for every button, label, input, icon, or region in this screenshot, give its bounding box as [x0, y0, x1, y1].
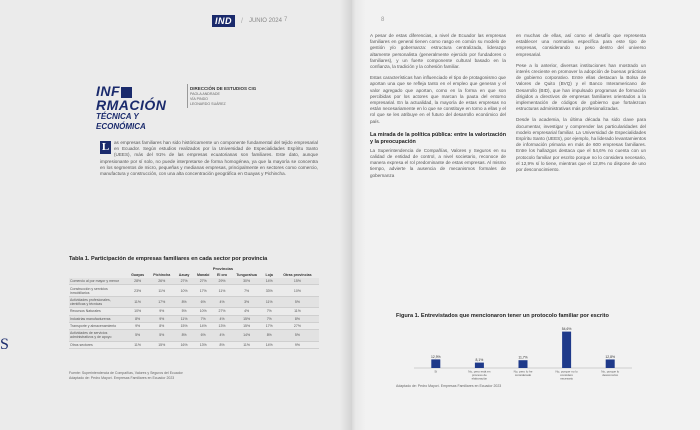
byline-divider — [187, 84, 188, 108]
table-cell: 7% — [193, 315, 213, 322]
table-cell: 29% — [213, 278, 230, 285]
table-source: Fuente: Superintendencia de Compañías, Valores y Seguros del Ecuador — [69, 371, 183, 375]
figure-source: Adaptado de: Pedro Mayorí. Empresas Familiares en Ecuador 2023 — [396, 384, 502, 388]
byline — [190, 86, 256, 107]
page-gutter — [340, 0, 366, 430]
table-cell: 11% — [175, 315, 193, 322]
intro-paragraph: L as empresas familiares han sido históricamente un componente fundamental del tejido empresarial en Ecuador. Según estudios realizados por la Universidad de Especialidades Espíritu Santo (UEES), más del 91% de las empresas ecuatorianas son familiares. Este dato, aunque impresionante por sí solo, no puede interpretarse de forma homogénea, ya que la mayoría se concentra en los segmentos de micro, pequeñas y medianas empresas, principalmente en sectores como comercio, manufactura y construcción, con una alta concentración geográfica en Guayas y Pichincha. — [100, 140, 318, 177]
table-cell: 8% — [148, 322, 175, 329]
table-row — [69, 308, 319, 315]
data-label: 12,8% — [605, 354, 616, 359]
table-cell: 27% — [213, 308, 230, 315]
page-header: IND / JUNIO 2024 — [212, 15, 282, 27]
section-heading: La mirada de la política pública: entre la valorización y la preocupación — [370, 131, 506, 145]
sector-table — [69, 265, 319, 349]
table-cell: 13% — [193, 341, 213, 348]
table-cell: 14% — [231, 330, 263, 341]
table-cell: 3% — [231, 296, 263, 307]
row-label: Comercio al por mayor y menor — [69, 278, 127, 285]
table-group-header: Provincias — [212, 266, 234, 271]
section-logo: INFRMACIÓN TÉCNICA Y ECONÓMICA — [96, 84, 184, 132]
table-title: Tabla 1. Participación de empresas familiares en cada sector por provincia — [69, 256, 268, 262]
table-column-header: Pichincha — [153, 273, 171, 277]
table-cell: 6% — [193, 296, 213, 307]
table-cell: 27% — [276, 322, 319, 329]
paragraph: en muchas de ellas, así como el desafío que representa establecer una normativa específica para este tipo de empresas, considerando su peso dentro del universo empresarial. — [516, 33, 646, 57]
paragraph: La Superintendencia de Compañías, Valores y Seguros en su calidad de entidad de control, a nivel societario, reconoce de manera expresa el rol predominante de estas empresas. Al mismo tiempo, advierte la ausencia de mecanismos formales de gobernanza — [370, 147, 506, 178]
table-cell: 17% — [263, 322, 276, 329]
table-cell: 11% — [127, 296, 148, 307]
table-cell: 10% — [175, 285, 193, 296]
table-cell: 8% — [213, 341, 230, 348]
table-cell: 9% — [127, 322, 148, 329]
row-label: Actividades profesionales, científicas y técnicas — [69, 296, 127, 307]
table-cell: 5% — [148, 330, 175, 341]
chart-bar — [431, 359, 440, 368]
table-cell: 5% — [127, 330, 148, 341]
table-cell: 11% — [231, 341, 263, 348]
table-cell: 4% — [213, 330, 230, 341]
table-cell: 5% — [175, 308, 193, 315]
table-cell: 10% — [276, 285, 319, 296]
table-cell: 15% — [276, 278, 319, 285]
table-cell: 15% — [175, 322, 193, 329]
table-cell: 17% — [148, 296, 175, 307]
table-row — [69, 278, 319, 285]
table-cell: 8% — [175, 330, 193, 341]
data-label: 54,6% — [561, 327, 572, 332]
author-name: LEONARDO SUÁREZ — [190, 102, 226, 106]
middle-column — [370, 33, 506, 179]
table-cell: 27% — [193, 278, 213, 285]
paragraph: Pese a lo anterior, diversas instituciones han mostrado un interés creciente en promover la adopción de buenas prácticas de gobierno corporativo. Entre ellas destacan la Bolsa de Valores de Quito (BVQ) y el Banco Interamericano de Desarrollo (BID), que han impulsado programas de formación dirigidos a directivos de empresas familiares orientados a la implementación de códigos de gobierno que fortalezcan estructuras administrativas más profesionalizadas. — [516, 62, 646, 112]
category-label: No, pero está en proceso de elaboración — [468, 369, 491, 381]
table-column-header: Tungurahua — [236, 273, 257, 277]
table-cell: 9% — [148, 315, 175, 322]
table-cell: 30% — [231, 278, 263, 285]
paragraph: Estas características han influenciado el tipo de protagonismo que aportan una que se refleja tanto en el empleo que generan y el valor agregado que aportan, como en la forma en que son percibidas por los actores que marcan la pauta del entorno empresarial. En la actualidad, la mayoría de estas empresas no están necesariamente en lo que se constituye en torno a ellas y el rol que se les atribuye en el futuro del desarrollo económico del país. — [370, 75, 506, 124]
table-cell: 14% — [263, 278, 276, 285]
table-cell: 4% — [213, 296, 230, 307]
table-cell: 15% — [148, 341, 175, 348]
table-row — [69, 285, 319, 296]
table-cell: 4% — [213, 315, 230, 322]
table-cell: 11% — [276, 308, 319, 315]
row-label: Industrias manufactureras — [69, 315, 127, 322]
table-cell: 8% — [276, 315, 319, 322]
category-label: No, pero lo he considerado — [513, 369, 533, 378]
table-row — [69, 330, 319, 341]
category-label: Sí — [434, 369, 438, 374]
table-cell: 9% — [276, 341, 319, 348]
row-label: Construcción y servicios inmobiliarios — [69, 285, 127, 296]
table-cell: 11% — [263, 296, 276, 307]
table-cell: 14% — [193, 322, 213, 329]
row-label: Recursos Naturales — [69, 308, 127, 315]
category-label: No, porque no lo considero necesario — [555, 369, 578, 381]
table-column-header: Azuay — [178, 273, 190, 277]
table-adapted: Adaptado de: Pedro Mayorí. Empresas Familiares en Ecuador 2023 — [69, 376, 175, 380]
row-label: Otros sectores — [69, 341, 127, 348]
page-number-right: 8 — [381, 17, 385, 23]
table-cell: 6% — [193, 330, 213, 341]
table-cell: 27% — [175, 278, 193, 285]
table-row — [69, 341, 319, 348]
table-cell: 8% — [127, 315, 148, 322]
table-row — [69, 322, 319, 329]
table-cell: 26% — [148, 278, 175, 285]
table-cell: 16% — [175, 341, 193, 348]
table-cell: 7% — [263, 315, 276, 322]
table-cell: 15% — [231, 315, 263, 322]
table-cell: 28% — [127, 278, 148, 285]
table-column-header: Loja — [265, 273, 273, 277]
chart-bar — [475, 363, 484, 368]
table-cell: 5% — [276, 330, 319, 341]
table-cell: 15% — [231, 322, 263, 329]
table-cell: 10% — [193, 308, 213, 315]
table-column-header: Manabí — [197, 273, 210, 277]
table-column-header: Otras provincias — [283, 273, 312, 277]
table-column-header: Guayas — [131, 273, 145, 277]
chart-bar — [606, 359, 615, 368]
author-name: VÍA PINDO — [190, 97, 208, 101]
page-number-left: 7 — [284, 17, 288, 23]
category-label: No, porque lo desconozco — [601, 369, 620, 378]
data-label: 8,1% — [475, 358, 484, 363]
chart-bar — [562, 332, 571, 368]
right-column — [516, 33, 646, 173]
row-label: Transporte y almacenamiento — [69, 322, 127, 329]
figure-title: Figura 1. Entrevistados que mencionaron tener un protocolo familiar por escrito — [396, 313, 609, 319]
protocol-bar-chart — [396, 322, 640, 384]
table-cell: 11% — [127, 341, 148, 348]
magazine-logo: IND — [212, 15, 235, 27]
issue-date: JUNIO 2024 — [248, 18, 282, 24]
paragraph: A pesar de estas diferencias, a nivel de Ecuador las empresas familiares en general tienen como rasgo en común su modelo de gestión y/o gobernanza: estructura centralizada, liderazgo altamente personalista (generalmente ejercido por fundadores o familiares), y un fuerte componente cultural basado en la confianza, la tradición y la cohesión familiar. — [370, 33, 506, 70]
table-cell: 14% — [263, 341, 276, 348]
byline-label: DIRECCIÓN DE ESTUDIOS CIG — [190, 86, 257, 91]
chart-bar — [519, 360, 528, 368]
author-name: PAOLA ANDRADE — [190, 92, 220, 96]
row-label: Actividades de servicios administrativos y de apoyo — [69, 330, 127, 341]
table-cell: 5% — [276, 296, 319, 307]
table-cell: 4% — [231, 308, 263, 315]
data-label: 12,9% — [430, 354, 441, 359]
table-cell: 10% — [127, 308, 148, 315]
table-cell: 33% — [263, 285, 276, 296]
table-cell: 13% — [213, 322, 230, 329]
table-cell: 11% — [213, 285, 230, 296]
table-cell: 17% — [193, 285, 213, 296]
table-column-header: El oro — [216, 273, 228, 277]
table-row — [69, 296, 319, 307]
table-cell: 7% — [263, 308, 276, 315]
table-cell: 11% — [148, 285, 175, 296]
data-label: 11,7% — [518, 355, 528, 360]
side-mark: S — [0, 336, 9, 353]
table-cell: 7% — [231, 285, 263, 296]
paragraph: Desde la academia, la última década ha sido clave para documentar, investigar y comprender las particularidades del modelo empresarial familiar. La Universidad de Especialidades Espíritu Santo (UEES), por ejemplo, ha liderado levantamientos de información primaria en más de 600 empresas familiares. Entre los hallazgos destaca que el 54,6% no cuenta con un protocolo familiar por escrito porque no lo considera necesario, el 12,9% sí lo tiene, mientras que el 12,8% no dispone de uno por desconocimiento. — [516, 117, 646, 173]
table-cell: 23% — [127, 285, 148, 296]
table-cell: 8% — [263, 330, 276, 341]
section-subtitle: TÉCNICA Y ECONÓMICA — [96, 112, 146, 131]
table-cell: 9% — [148, 308, 175, 315]
drop-cap: L — [101, 141, 110, 153]
table-cell: 8% — [175, 296, 193, 307]
table-row — [69, 315, 319, 322]
